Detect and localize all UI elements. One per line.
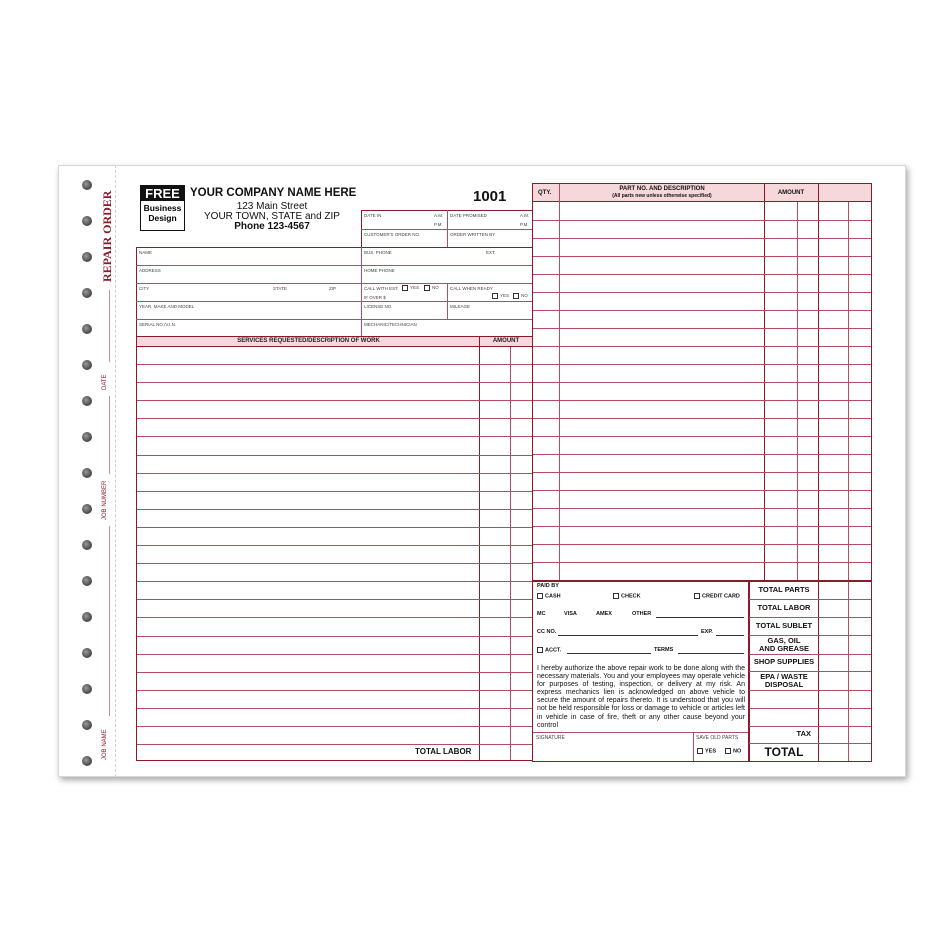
service-row-line[interactable] <box>137 473 532 474</box>
service-row-line[interactable] <box>137 672 532 673</box>
totals-row-line[interactable] <box>749 690 871 691</box>
service-row-line[interactable] <box>137 581 532 582</box>
call-with-est-label: CALL WITH EST. <box>364 286 399 291</box>
credit-card-checkbox[interactable] <box>694 593 700 599</box>
service-row-line[interactable] <box>137 364 532 365</box>
strip-date-label: DATE <box>102 374 108 390</box>
epa-label-line2: DISPOSAL <box>764 680 804 689</box>
authorization-text: I hereby authorize the above repair work to be done along with the necessary materials. You and your employees may operate vehicle for purposes of testing, inspection, or delivery at my risk. An express mechanics lien is acknowledged on above vehicle to secure the amount of repairs thereto. It is understood that you will not be held responsible for loss or damage to vehicle or articles left in vehicle in case of fire, theft or any other cause beyond your control <box>537 665 745 729</box>
parts-row-line[interactable] <box>533 310 871 311</box>
punch-hole <box>82 252 92 262</box>
date-in-am-label: A.M. <box>434 213 444 218</box>
service-row-line[interactable] <box>137 744 532 745</box>
service-row-line[interactable] <box>137 418 532 419</box>
parts-row-line[interactable] <box>533 274 871 275</box>
call-ready-no-option[interactable]: NO <box>513 293 528 299</box>
punch-hole <box>82 504 92 514</box>
services-amount-label: AMOUNT <box>492 338 520 344</box>
service-row-line[interactable] <box>137 654 532 655</box>
call-ready-yes-option[interactable]: YES <box>492 293 509 299</box>
company-phone: Phone 123-4567 <box>234 221 310 232</box>
order-written-by-label: ORDER WRITTEN BY <box>450 232 496 237</box>
call-ready-yes-checkbox[interactable] <box>492 293 498 299</box>
parts-row-line[interactable] <box>533 418 871 419</box>
license-no-label: LICENSE NO. <box>364 304 393 309</box>
parts-row-line[interactable] <box>533 526 871 527</box>
other-input-line[interactable] <box>656 617 744 618</box>
serial-vin-label: SERIAL NO./V.I.N. <box>139 322 177 327</box>
parts-row-line[interactable] <box>533 382 871 383</box>
parts-row-line[interactable] <box>533 400 871 401</box>
logo-business-text: Business <box>143 203 182 213</box>
call-est-yes-option[interactable]: YES <box>402 285 419 291</box>
parts-row-line[interactable] <box>533 328 871 329</box>
grand-total-label: TOTAL <box>764 745 804 759</box>
parts-row-line[interactable] <box>533 346 871 347</box>
check-checkbox[interactable] <box>613 593 619 599</box>
parts-desc-sublabel: (All parts new unless otherwise specified) <box>612 193 712 199</box>
mc-label: MC <box>537 611 546 617</box>
exp-label: EXP. <box>701 629 713 635</box>
date-promised-am-label: A.M. <box>520 213 530 218</box>
punch-hole <box>82 756 92 766</box>
punch-hole <box>82 288 92 298</box>
ext-label: EXT. <box>486 250 496 255</box>
acct-option[interactable]: ACCT. <box>537 647 561 653</box>
service-row-line[interactable] <box>137 545 532 546</box>
parts-row-line[interactable] <box>533 490 871 491</box>
state-label: STATE <box>273 286 287 291</box>
check-option[interactable]: CHECK <box>613 593 641 599</box>
date-in-pm-label: P.M. <box>434 222 443 227</box>
zip-label: ZIP <box>329 286 337 291</box>
service-row-line[interactable] <box>137 527 532 528</box>
service-row-line[interactable] <box>137 708 532 709</box>
signature-field[interactable] <box>535 742 691 759</box>
visa-label: VISA <box>564 611 577 617</box>
total-labor-label: TOTAL LABOR <box>757 603 811 612</box>
parts-row-line[interactable] <box>533 292 871 293</box>
totals-row-line[interactable] <box>749 726 871 727</box>
service-row-line[interactable] <box>137 563 532 564</box>
punch-hole <box>82 468 92 478</box>
cash-checkbox[interactable] <box>537 593 543 599</box>
parts-row-line[interactable] <box>533 472 871 473</box>
name-label: NAME <box>139 250 153 255</box>
mileage-label: MILEAGE <box>450 304 471 309</box>
year-make-model-label: YEAR, MAKE AND MODEL <box>139 304 195 309</box>
service-row-line[interactable] <box>137 400 532 401</box>
parts-row-line[interactable] <box>533 508 871 509</box>
service-row-line[interactable] <box>137 690 532 691</box>
totals-row-line[interactable] <box>749 617 871 618</box>
signature-label: SIGNATURE <box>536 735 565 741</box>
punch-hole <box>82 180 92 190</box>
parts-row-line[interactable] <box>533 220 871 221</box>
other-label: OTHER <box>632 611 652 617</box>
punch-hole <box>82 324 92 334</box>
logo <box>140 185 185 231</box>
parts-qty-label: QTY. <box>538 190 552 196</box>
service-row-line[interactable] <box>137 599 532 600</box>
cc-no-label: CC NO. <box>537 629 557 635</box>
call-est-no-option[interactable]: NO <box>424 285 439 291</box>
customer-order-label: CUSTOMER'S ORDER NO. <box>364 232 421 237</box>
logo-free-text: FREE <box>141 186 184 201</box>
total-sublet-label: TOTAL SUBLET <box>755 621 813 630</box>
terms-label: TERMS <box>654 647 674 653</box>
save-parts-yes-checkbox[interactable] <box>697 748 703 754</box>
save-old-parts-label: SAVE OLD PARTS <box>696 735 739 741</box>
gas-oil-label-line1: GAS, OIL <box>767 636 801 645</box>
parts-row-line[interactable] <box>533 256 871 257</box>
date-promised-label: DATE PROMISED <box>450 213 487 218</box>
parts-row-line[interactable] <box>533 238 871 239</box>
parts-row-line[interactable] <box>533 544 871 545</box>
if-over-label: IF OVER $ <box>364 295 386 300</box>
cc-no-input-line[interactable] <box>558 635 698 636</box>
service-row-line[interactable] <box>137 455 532 456</box>
totals-row-line[interactable] <box>749 743 871 744</box>
parts-desc-label: PART NO. AND DESCRIPTION <box>619 186 705 192</box>
acct-checkbox[interactable] <box>537 647 543 653</box>
city-label: CITY <box>139 286 150 291</box>
punch-hole <box>82 720 92 730</box>
logo-design-text: Design <box>148 213 177 223</box>
parts-amount-label: AMOUNT <box>777 190 805 196</box>
address-label: ADDRESS <box>139 268 161 273</box>
service-row-line[interactable] <box>137 636 532 637</box>
services-header-label: SERVICES REQUESTED/DESCRIPTION OF WORK <box>237 338 380 344</box>
epa-label-line1: EPA / WASTE <box>760 672 808 681</box>
punch-hole <box>82 360 92 370</box>
gas-oil-label-line2: AND GREASE <box>758 644 809 653</box>
company-city: YOUR TOWN, STATE and ZIP <box>204 211 340 222</box>
call-ready-no-checkbox[interactable] <box>513 293 519 299</box>
credit-card-option[interactable]: CREDIT CARD <box>694 593 740 599</box>
terms-input-line[interactable] <box>678 653 744 654</box>
punch-hole <box>82 540 92 550</box>
service-row-line[interactable] <box>137 382 532 383</box>
punch-hole <box>82 576 92 586</box>
company-address: 123 Main Street <box>236 201 308 212</box>
punch-hole <box>82 432 92 442</box>
parts-row-line[interactable] <box>533 562 871 563</box>
save-parts-no-checkbox[interactable] <box>725 748 731 754</box>
shop-supplies-label: SHOP SUPPLIES <box>753 657 815 666</box>
cash-option[interactable]: CASH <box>537 593 561 599</box>
call-est-no-checkbox[interactable] <box>424 285 430 291</box>
services-total-labor-label: TOTAL LABOR <box>415 747 472 756</box>
mechanic-label: MECHANIC/TECHNICIAN <box>364 322 417 327</box>
paid-by-label: PAID BY <box>537 583 559 589</box>
home-phone-label: HOME PHONE <box>364 268 395 273</box>
totals-row-line[interactable] <box>749 708 871 709</box>
company-name: YOUR COMPANY NAME HERE <box>190 187 357 199</box>
customer-info-box <box>136 247 533 337</box>
service-row-line[interactable] <box>137 509 532 510</box>
parts-row-line[interactable] <box>533 454 871 455</box>
acct-input-line[interactable] <box>567 653 651 654</box>
date-in-label: DATE IN <box>364 213 382 218</box>
form-title-vertical: REPAIR ORDER <box>100 190 114 282</box>
tax-label: TAX <box>796 729 811 738</box>
punch-hole <box>82 612 92 622</box>
punch-hole <box>82 648 92 658</box>
service-row-line[interactable] <box>137 726 532 727</box>
call-est-yes-checkbox[interactable] <box>402 285 408 291</box>
exp-input-line[interactable] <box>716 635 744 636</box>
service-row-line[interactable] <box>137 491 532 492</box>
order-number: 1001 <box>473 188 507 205</box>
parts-row-line[interactable] <box>533 364 871 365</box>
punch-hole <box>82 684 92 694</box>
totals-row-line[interactable] <box>749 654 871 655</box>
parts-row-line[interactable] <box>533 436 871 437</box>
punch-hole <box>82 216 92 226</box>
bus-phone-label: BUS. PHONE <box>364 250 392 255</box>
date-promised-pm-label: P.M. <box>520 222 529 227</box>
strip-job-number-label: JOB NUMBER <box>102 480 108 520</box>
services-header <box>137 337 532 347</box>
service-row-line[interactable] <box>137 436 532 437</box>
amex-label: AMEX <box>596 611 612 617</box>
punch-hole <box>82 396 92 406</box>
call-when-ready-label: CALL WHEN READY <box>450 286 493 291</box>
service-row-line[interactable] <box>137 617 532 618</box>
strip-job-name-label: JOB NAME <box>102 729 108 760</box>
save-parts-yes-option[interactable]: YES <box>697 748 716 754</box>
totals-row-line[interactable] <box>749 599 871 600</box>
total-parts-label: TOTAL PARTS <box>758 585 810 594</box>
save-parts-no-option[interactable]: NO <box>725 748 741 754</box>
